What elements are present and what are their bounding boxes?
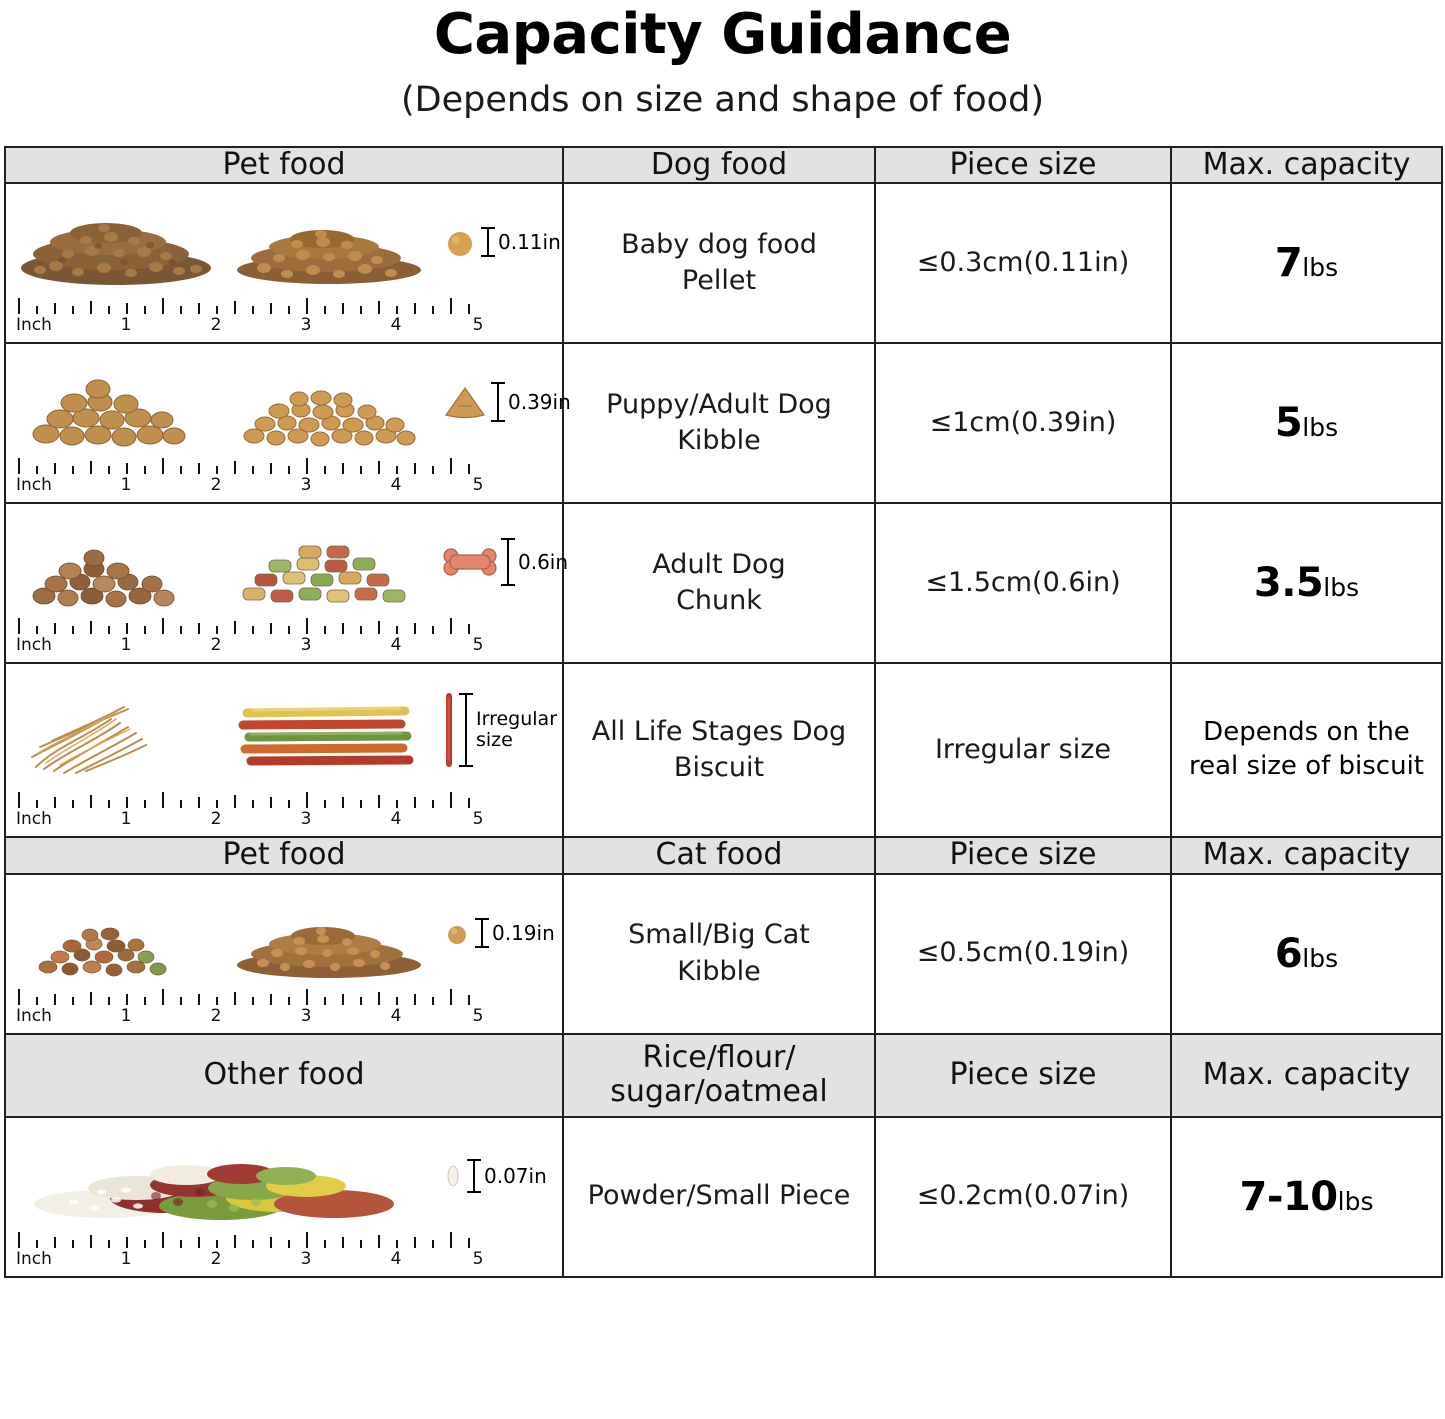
ruler: [16, 788, 484, 830]
table-row: [5, 1117, 1442, 1277]
ruler-mark: 2: [210, 315, 222, 336]
grain-piece-icon: [442, 1161, 464, 1191]
table-row: [5, 343, 1442, 503]
sample-cell-biscuit: [5, 663, 563, 837]
ruler-mark: 2: [210, 635, 222, 656]
capacity-unit: lbs: [1337, 1186, 1374, 1216]
header-cat-food: Cat food: [563, 837, 875, 874]
ruler: [16, 985, 484, 1027]
dimension-label: 0.6in: [518, 550, 569, 575]
food-pile-photo: [16, 887, 216, 979]
measure-caliper-icon: [461, 693, 471, 767]
table-header-row: [5, 837, 1442, 874]
single-piece-with-measure: [442, 356, 571, 448]
ruler-mark: 5: [472, 1248, 484, 1269]
ruler-mark: 4: [390, 1005, 402, 1026]
ruler: [16, 454, 484, 496]
capacity-table: [4, 146, 1443, 1278]
piece-size-cell: ≤0.3cm(0.11in): [875, 183, 1171, 343]
food-name-cell: [563, 183, 875, 343]
measure-caliper-icon: [503, 538, 513, 586]
ruler-mark: 5: [472, 475, 484, 496]
food-name-cell: [563, 663, 875, 837]
capacity-cell: [1171, 343, 1442, 503]
capacity-cell: [1171, 503, 1442, 663]
sample-cell-puppy-kibble: [5, 343, 571, 503]
ruler-mark: 4: [390, 475, 402, 496]
table-row: [5, 874, 1442, 1034]
capacity-text-line-2: real size of biscuit: [1188, 751, 1424, 782]
ruler-mark: 1: [120, 1248, 132, 1269]
table-row: [5, 663, 1442, 837]
food-name-cell: [563, 503, 875, 663]
food-name-line-2: Kibble: [677, 425, 761, 457]
food-name-cell: [563, 874, 875, 1034]
piece-size-cell: Irregular size: [875, 663, 1171, 837]
ruler-mark: 3: [300, 315, 312, 336]
dimension-label: 0.39in: [508, 390, 571, 415]
measure-caliper-icon: [493, 382, 503, 422]
ruler-unit-label: Inch: [16, 809, 52, 830]
dimension-label-line-1: Irregular: [476, 707, 558, 730]
header-pet-food: Pet food: [5, 147, 563, 184]
ruler-mark: 1: [120, 635, 132, 656]
ruler-mark: 1: [120, 475, 132, 496]
food-name-line-1: All Life Stages Dog: [591, 715, 847, 747]
table-row: [5, 503, 1442, 663]
ruler: [16, 294, 484, 336]
sample-cell-baby-pellet: [5, 183, 563, 343]
food-name-line-1: Small/Big Cat: [628, 919, 810, 951]
ruler-mark: 2: [210, 475, 222, 496]
ruler-mark: 5: [472, 635, 484, 656]
ruler-mark: 5: [472, 1005, 484, 1026]
food-pile-photo: [16, 1130, 426, 1222]
food-pile-photo-alt: [229, 887, 429, 979]
capacity-cell: [1171, 663, 1442, 837]
header-rice-flour-line-1: Rice/flour/: [642, 1039, 796, 1075]
ruler-mark: 3: [300, 475, 312, 496]
sample-cell-grains: [5, 1117, 563, 1277]
piece-size-cell: ≤0.5cm(0.19in): [875, 874, 1171, 1034]
capacity-number: 3.5: [1253, 560, 1324, 607]
table-header-row: [5, 1034, 1442, 1117]
header-piece-size: Piece size: [875, 1034, 1171, 1117]
header-piece-size: Piece size: [875, 147, 1171, 184]
food-name-line-2: Biscuit: [673, 752, 765, 784]
capacity-text-line-1: Depends on the: [1203, 717, 1410, 748]
ruler-unit-label: Inch: [16, 1005, 52, 1026]
food-name-cell: Powder/Small Piece: [563, 1117, 875, 1277]
food-pile-photo: [16, 356, 216, 448]
capacity-number: 7-10: [1239, 1173, 1338, 1220]
ruler-mark: 2: [210, 1248, 222, 1269]
table-row: [5, 183, 1442, 343]
capacity-cell: [1171, 183, 1442, 343]
header-rice-flour-line-2: sugar/oatmeal: [610, 1074, 828, 1110]
food-name-line-1: Baby dog food: [621, 228, 817, 260]
header-max-capacity: Max. capacity: [1171, 1034, 1442, 1117]
ruler-mark: 3: [300, 1248, 312, 1269]
ruler-mark: 1: [120, 1005, 132, 1026]
food-pile-photo-alt: [229, 516, 429, 608]
ruler-unit-label: Inch: [16, 635, 52, 656]
food-pile-photo-alt: [229, 196, 429, 288]
ruler-unit-label: Inch: [16, 1248, 52, 1269]
ruler-mark: 3: [300, 635, 312, 656]
page-title: Capacity Guidance: [433, 2, 1012, 67]
page-header: [0, 0, 1445, 120]
measure-caliper-icon: [477, 918, 487, 948]
dimension-label-line-2: size: [476, 728, 513, 751]
food-pile-photo: [16, 677, 216, 782]
ruler-unit-label: Inch: [16, 475, 52, 496]
bone-biscuit-icon: [442, 545, 498, 579]
capacity-cell: [1171, 1117, 1442, 1277]
header-pet-food: Pet food: [5, 837, 563, 874]
food-name-line-2: Chunk: [676, 585, 762, 617]
ruler-mark: 4: [390, 635, 402, 656]
sample-cell-adult-chunk: [5, 503, 569, 663]
single-kibble-icon: [442, 224, 478, 260]
food-pile-photo: [16, 196, 216, 288]
single-piece-with-measure: [442, 196, 561, 288]
food-pile-photo-alt: [229, 677, 429, 782]
piece-size-cell: ≤1cm(0.39in): [875, 343, 1171, 503]
single-piece-with-measure: [442, 516, 569, 608]
capacity-unit: lbs: [1302, 253, 1339, 283]
single-piece-with-measure: [442, 677, 558, 782]
header-other-food: Other food: [5, 1034, 563, 1117]
ruler-mark: 5: [472, 315, 484, 336]
measure-caliper-icon: [483, 227, 493, 257]
page-subtitle: (Depends on size and shape of food): [401, 79, 1044, 120]
measure-caliper-icon: [469, 1159, 479, 1193]
header-max-capacity: Max. capacity: [1171, 147, 1442, 184]
ruler-mark: 2: [210, 809, 222, 830]
ruler: [16, 614, 484, 656]
food-pile-photo-alt: [229, 356, 429, 448]
piece-size-cell: ≤1.5cm(0.6in): [875, 503, 1171, 663]
dimension-label: 0.19in: [492, 920, 555, 945]
single-piece-with-measure: [442, 1130, 552, 1222]
ruler-mark: 4: [390, 1248, 402, 1269]
dimension-label: [476, 709, 557, 751]
ruler-unit-label: Inch: [16, 315, 52, 336]
food-name-line-1: Puppy/Adult Dog: [606, 388, 832, 420]
ruler-mark: 3: [300, 809, 312, 830]
dimension-label: 0.07in: [484, 1163, 547, 1188]
ruler-mark: 1: [120, 315, 132, 336]
table-header-row: [5, 147, 1442, 184]
ruler: [16, 1228, 484, 1270]
capacity-unit: lbs: [1302, 943, 1339, 973]
piece-size-cell: ≤0.2cm(0.07in): [875, 1117, 1171, 1277]
single-kibble-icon: [442, 382, 488, 422]
food-name-line-2: Pellet: [681, 265, 757, 297]
sample-cell-cat-kibble: [5, 874, 563, 1034]
capacity-number: 6: [1274, 930, 1303, 977]
header-dog-food: Dog food: [563, 147, 875, 184]
ruler-mark: 5: [472, 809, 484, 830]
ruler-mark: 1: [120, 809, 132, 830]
header-rice-flour: [563, 1034, 875, 1117]
stick-treat-icon: [442, 691, 456, 769]
capacity-cell: [1171, 874, 1442, 1034]
ruler-mark: 2: [210, 1005, 222, 1026]
single-piece-with-measure: [442, 887, 555, 979]
single-kibble-icon: [442, 917, 472, 949]
capacity-number: 7: [1274, 240, 1303, 287]
header-max-capacity: Max. capacity: [1171, 837, 1442, 874]
ruler-mark: 3: [300, 1005, 312, 1026]
ruler-mark: 4: [390, 315, 402, 336]
header-piece-size: Piece size: [875, 837, 1171, 874]
food-name-cell: [563, 343, 875, 503]
dimension-label: 0.11in: [498, 230, 561, 255]
food-name-line-2: Kibble: [677, 955, 761, 987]
capacity-number: 5: [1274, 400, 1303, 447]
food-pile-photo: [16, 516, 216, 608]
ruler-mark: 4: [390, 809, 402, 830]
capacity-unit: lbs: [1302, 413, 1339, 443]
capacity-unit: lbs: [1323, 573, 1360, 603]
food-name-line-1: Adult Dog: [652, 548, 786, 580]
